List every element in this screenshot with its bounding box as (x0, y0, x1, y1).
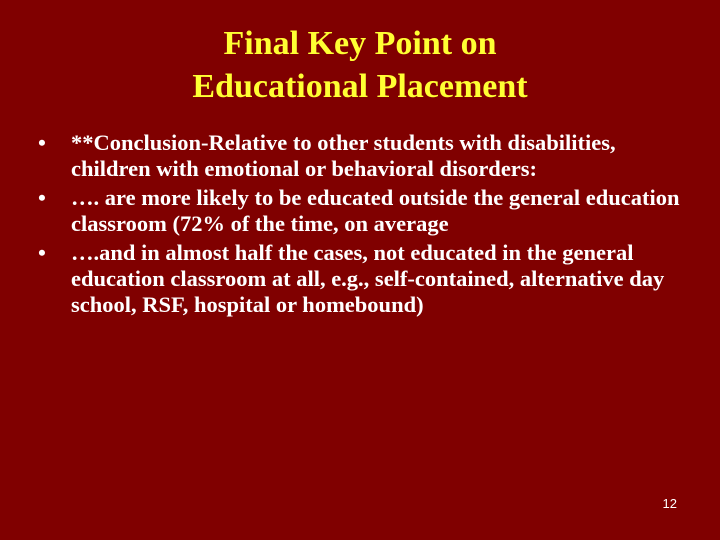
bullet-dot-icon: • (38, 130, 46, 155)
title-line-2: Educational Placement (192, 68, 528, 105)
bullet-text: **Conclusion-Relative to other students with disabilities, children with emotional or behavioral disorders: (71, 130, 616, 181)
bullet-item-conclusion (38, 130, 688, 182)
bullet-dot-icon: • (38, 240, 46, 265)
bullet-list (38, 130, 688, 321)
bullet-item-half-cases (38, 240, 688, 318)
slide-title (0, 22, 720, 108)
bullet-dot-icon: • (38, 185, 46, 210)
bullet-item-outside-classroom (38, 185, 688, 237)
bullet-text: …. are more likely to be educated outside the general education classroom (72% of the time, on average (71, 185, 680, 236)
bullet-text: ….and in almost half the cases, not educated in the general education classroom at all, e.g., self-contained, alternative day school, RSF, hospital or homebound) (71, 240, 665, 317)
page-number: 12 (662, 496, 677, 511)
title-line-1: Final Key Point on (223, 25, 497, 62)
